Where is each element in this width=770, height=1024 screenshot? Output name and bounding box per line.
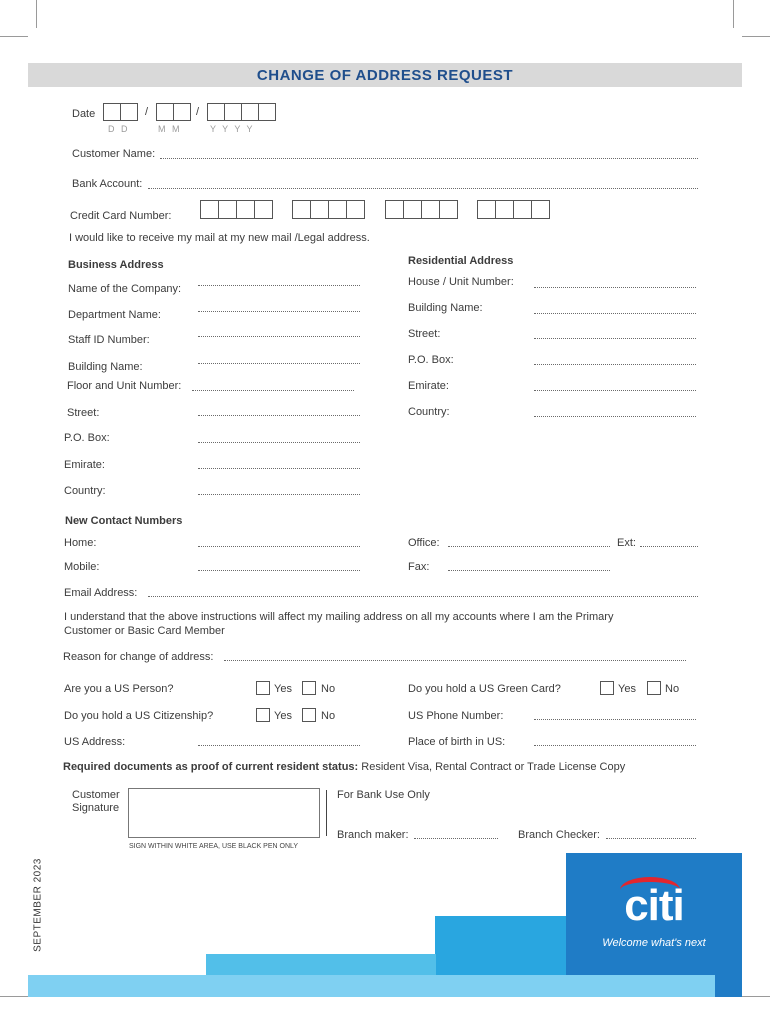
- crop-mark: [0, 36, 28, 37]
- mail-statement: I would like to receive my mail at my new mail /Legal address.: [69, 232, 370, 244]
- residential-country-field[interactable]: [534, 416, 696, 417]
- ext-field[interactable]: [640, 546, 698, 547]
- department-label: Department Name:: [68, 309, 161, 321]
- green-card-no-checkbox[interactable]: [647, 681, 661, 695]
- green-card-question: Do you hold a US Green Card?: [408, 683, 561, 695]
- residential-street-label: Street:: [408, 328, 441, 340]
- understand-text-line2: Customer or Basic Card Member: [64, 625, 225, 637]
- signature-label-line1: Customer: [72, 789, 120, 801]
- bank-use-divider: [326, 790, 327, 836]
- card-digit-box[interactable]: [346, 200, 365, 219]
- card-digit-box[interactable]: [421, 200, 440, 219]
- us-person-no-checkbox[interactable]: [302, 681, 316, 695]
- us-citizenship-yes-checkbox[interactable]: [256, 708, 270, 722]
- fax-label: Fax:: [408, 561, 430, 573]
- residential-po-box-label: P.O. Box:: [408, 354, 454, 366]
- footer-band: [28, 975, 715, 997]
- date-separator: /: [196, 106, 200, 118]
- date-year-box[interactable]: [224, 103, 242, 121]
- business-address-heading: Business Address: [68, 259, 164, 271]
- card-digit-box[interactable]: [403, 200, 422, 219]
- floor-unit-field[interactable]: [192, 390, 354, 391]
- mobile-field[interactable]: [198, 570, 360, 571]
- staff-id-field[interactable]: [198, 336, 360, 337]
- footer-band: [715, 975, 742, 997]
- signature-note: SIGN WITHIN WHITE AREA, USE BLACK PEN ONLY: [129, 843, 299, 850]
- card-digit-box[interactable]: [310, 200, 329, 219]
- branch-maker-field[interactable]: [414, 838, 498, 839]
- date-day-box[interactable]: [120, 103, 138, 121]
- date-year-box[interactable]: [241, 103, 259, 121]
- us-address-field[interactable]: [198, 745, 360, 746]
- branch-checker-label: Branch Checker:: [518, 829, 600, 841]
- date-day-box[interactable]: [103, 103, 121, 121]
- residential-country-label: Country:: [408, 406, 450, 418]
- date-label: Date: [72, 108, 96, 120]
- required-documents-heading: Required documents as proof of current resident status:: [63, 761, 359, 773]
- business-country-label: Country:: [64, 485, 106, 497]
- business-street-label: Street:: [67, 407, 100, 419]
- residential-building-field[interactable]: [534, 313, 696, 314]
- card-digit-box[interactable]: [385, 200, 404, 219]
- green-card-yes-label: Yes: [618, 683, 636, 695]
- house-unit-label: House / Unit Number:: [408, 276, 514, 288]
- date-month-box[interactable]: [173, 103, 191, 121]
- residential-po-box-field[interactable]: [534, 364, 696, 365]
- crop-mark: [36, 0, 37, 28]
- residential-emirate-field[interactable]: [534, 390, 696, 391]
- customer-name-label: Customer Name:: [72, 148, 156, 160]
- business-emirate-field[interactable]: [198, 468, 360, 469]
- ext-label: Ext:: [617, 537, 636, 549]
- green-card-yes-checkbox[interactable]: [600, 681, 614, 695]
- citi-tagline: Welcome what's next: [602, 937, 706, 949]
- crop-mark: [742, 36, 770, 37]
- date-month-box[interactable]: [156, 103, 174, 121]
- business-po-box-label: P.O. Box:: [64, 432, 110, 444]
- company-field[interactable]: [198, 285, 360, 286]
- us-phone-label: US Phone Number:: [408, 710, 504, 722]
- email-field[interactable]: [148, 596, 698, 597]
- signature-label-line2: Signature: [72, 802, 120, 814]
- department-field[interactable]: [198, 311, 360, 312]
- us-phone-field[interactable]: [534, 719, 696, 720]
- card-digit-box[interactable]: [531, 200, 550, 219]
- business-street-field[interactable]: [198, 415, 360, 416]
- reason-label: Reason for change of address:: [63, 651, 214, 663]
- business-emirate-label: Emirate:: [64, 459, 105, 471]
- business-country-field[interactable]: [198, 494, 360, 495]
- citi-logo-block: [566, 853, 742, 975]
- signature-box[interactable]: [128, 788, 320, 838]
- mobile-label: Mobile:: [64, 561, 100, 573]
- us-birth-field[interactable]: [534, 745, 696, 746]
- footer-band: [206, 954, 436, 975]
- bank-account-field[interactable]: [148, 188, 698, 189]
- office-field[interactable]: [448, 546, 610, 547]
- contact-numbers-heading: New Contact Numbers: [65, 515, 183, 527]
- us-person-no-label: No: [321, 683, 336, 695]
- business-po-box-field[interactable]: [198, 442, 360, 443]
- us-birth-label: Place of birth in US:: [408, 736, 506, 748]
- page-title: CHANGE OF ADDRESS REQUEST: [256, 67, 514, 84]
- us-address-label: US Address:: [64, 736, 126, 748]
- us-person-question: Are you a US Person?: [64, 683, 174, 695]
- crop-mark: [0, 996, 28, 997]
- office-label: Office:: [408, 537, 440, 549]
- us-citizenship-question: Do you hold a US Citizenship?: [64, 710, 214, 722]
- date-year-box[interactable]: [258, 103, 276, 121]
- email-label: Email Address:: [64, 587, 138, 599]
- date-separator: /: [145, 106, 149, 118]
- print-date: SEPTEMBER 2023: [32, 858, 44, 952]
- reason-field[interactable]: [224, 660, 686, 661]
- green-card-no-label: No: [665, 683, 680, 695]
- residential-building-label: Building Name:: [408, 302, 483, 314]
- customer-name-field[interactable]: [160, 158, 698, 159]
- staff-id-label: Staff ID Number:: [68, 334, 150, 346]
- bank-account-label: Bank Account:: [72, 178, 143, 190]
- residential-street-field[interactable]: [534, 338, 696, 339]
- us-citizenship-yes-label: Yes: [274, 710, 292, 722]
- us-citizenship-no-label: No: [321, 710, 336, 722]
- card-digit-box[interactable]: [495, 200, 514, 219]
- date-hint-month: M M: [158, 124, 182, 134]
- branch-checker-field[interactable]: [606, 838, 696, 839]
- crop-mark: [742, 996, 770, 997]
- date-year-box[interactable]: [207, 103, 225, 121]
- crop-mark: [733, 0, 734, 28]
- card-digit-box[interactable]: [439, 200, 458, 219]
- card-digit-box[interactable]: [254, 200, 273, 219]
- business-building-label: Building Name:: [68, 361, 143, 373]
- residential-emirate-label: Emirate:: [408, 380, 449, 392]
- card-digit-box[interactable]: [477, 200, 496, 219]
- card-digit-box[interactable]: [236, 200, 255, 219]
- understand-text-line1: I understand that the above instructions will affect my mailing address on all my accounts where I am the Primary: [64, 611, 614, 623]
- date-hint-day: D D: [108, 124, 130, 134]
- card-digit-box[interactable]: [513, 200, 532, 219]
- footer-band: [435, 916, 567, 975]
- house-unit-field[interactable]: [534, 287, 696, 288]
- branch-maker-label: Branch maker:: [337, 829, 409, 841]
- card-digit-box[interactable]: [218, 200, 237, 219]
- credit-card-label: Credit Card Number:: [70, 210, 172, 222]
- us-person-yes-checkbox[interactable]: [256, 681, 270, 695]
- title-bar: [28, 63, 742, 87]
- company-label: Name of the Company:: [68, 283, 182, 295]
- card-digit-box[interactable]: [200, 200, 219, 219]
- residential-address-heading: Residential Address: [408, 255, 514, 267]
- home-label: Home:: [64, 537, 97, 549]
- card-digit-box[interactable]: [328, 200, 347, 219]
- business-building-field[interactable]: [198, 363, 360, 364]
- date-hint-year: Y Y Y Y: [210, 124, 255, 134]
- card-digit-box[interactable]: [292, 200, 311, 219]
- fax-field[interactable]: [448, 570, 610, 571]
- floor-unit-label: Floor and Unit Number:: [67, 380, 182, 392]
- home-field[interactable]: [198, 546, 360, 547]
- citi-logo: citi: [624, 881, 684, 930]
- us-citizenship-no-checkbox[interactable]: [302, 708, 316, 722]
- required-documents-list: Resident Visa, Rental Contract or Trade License Copy: [361, 761, 626, 773]
- required-documents: [63, 761, 625, 773]
- us-person-yes-label: Yes: [274, 683, 292, 695]
- bank-use-heading: For Bank Use Only: [337, 789, 430, 801]
